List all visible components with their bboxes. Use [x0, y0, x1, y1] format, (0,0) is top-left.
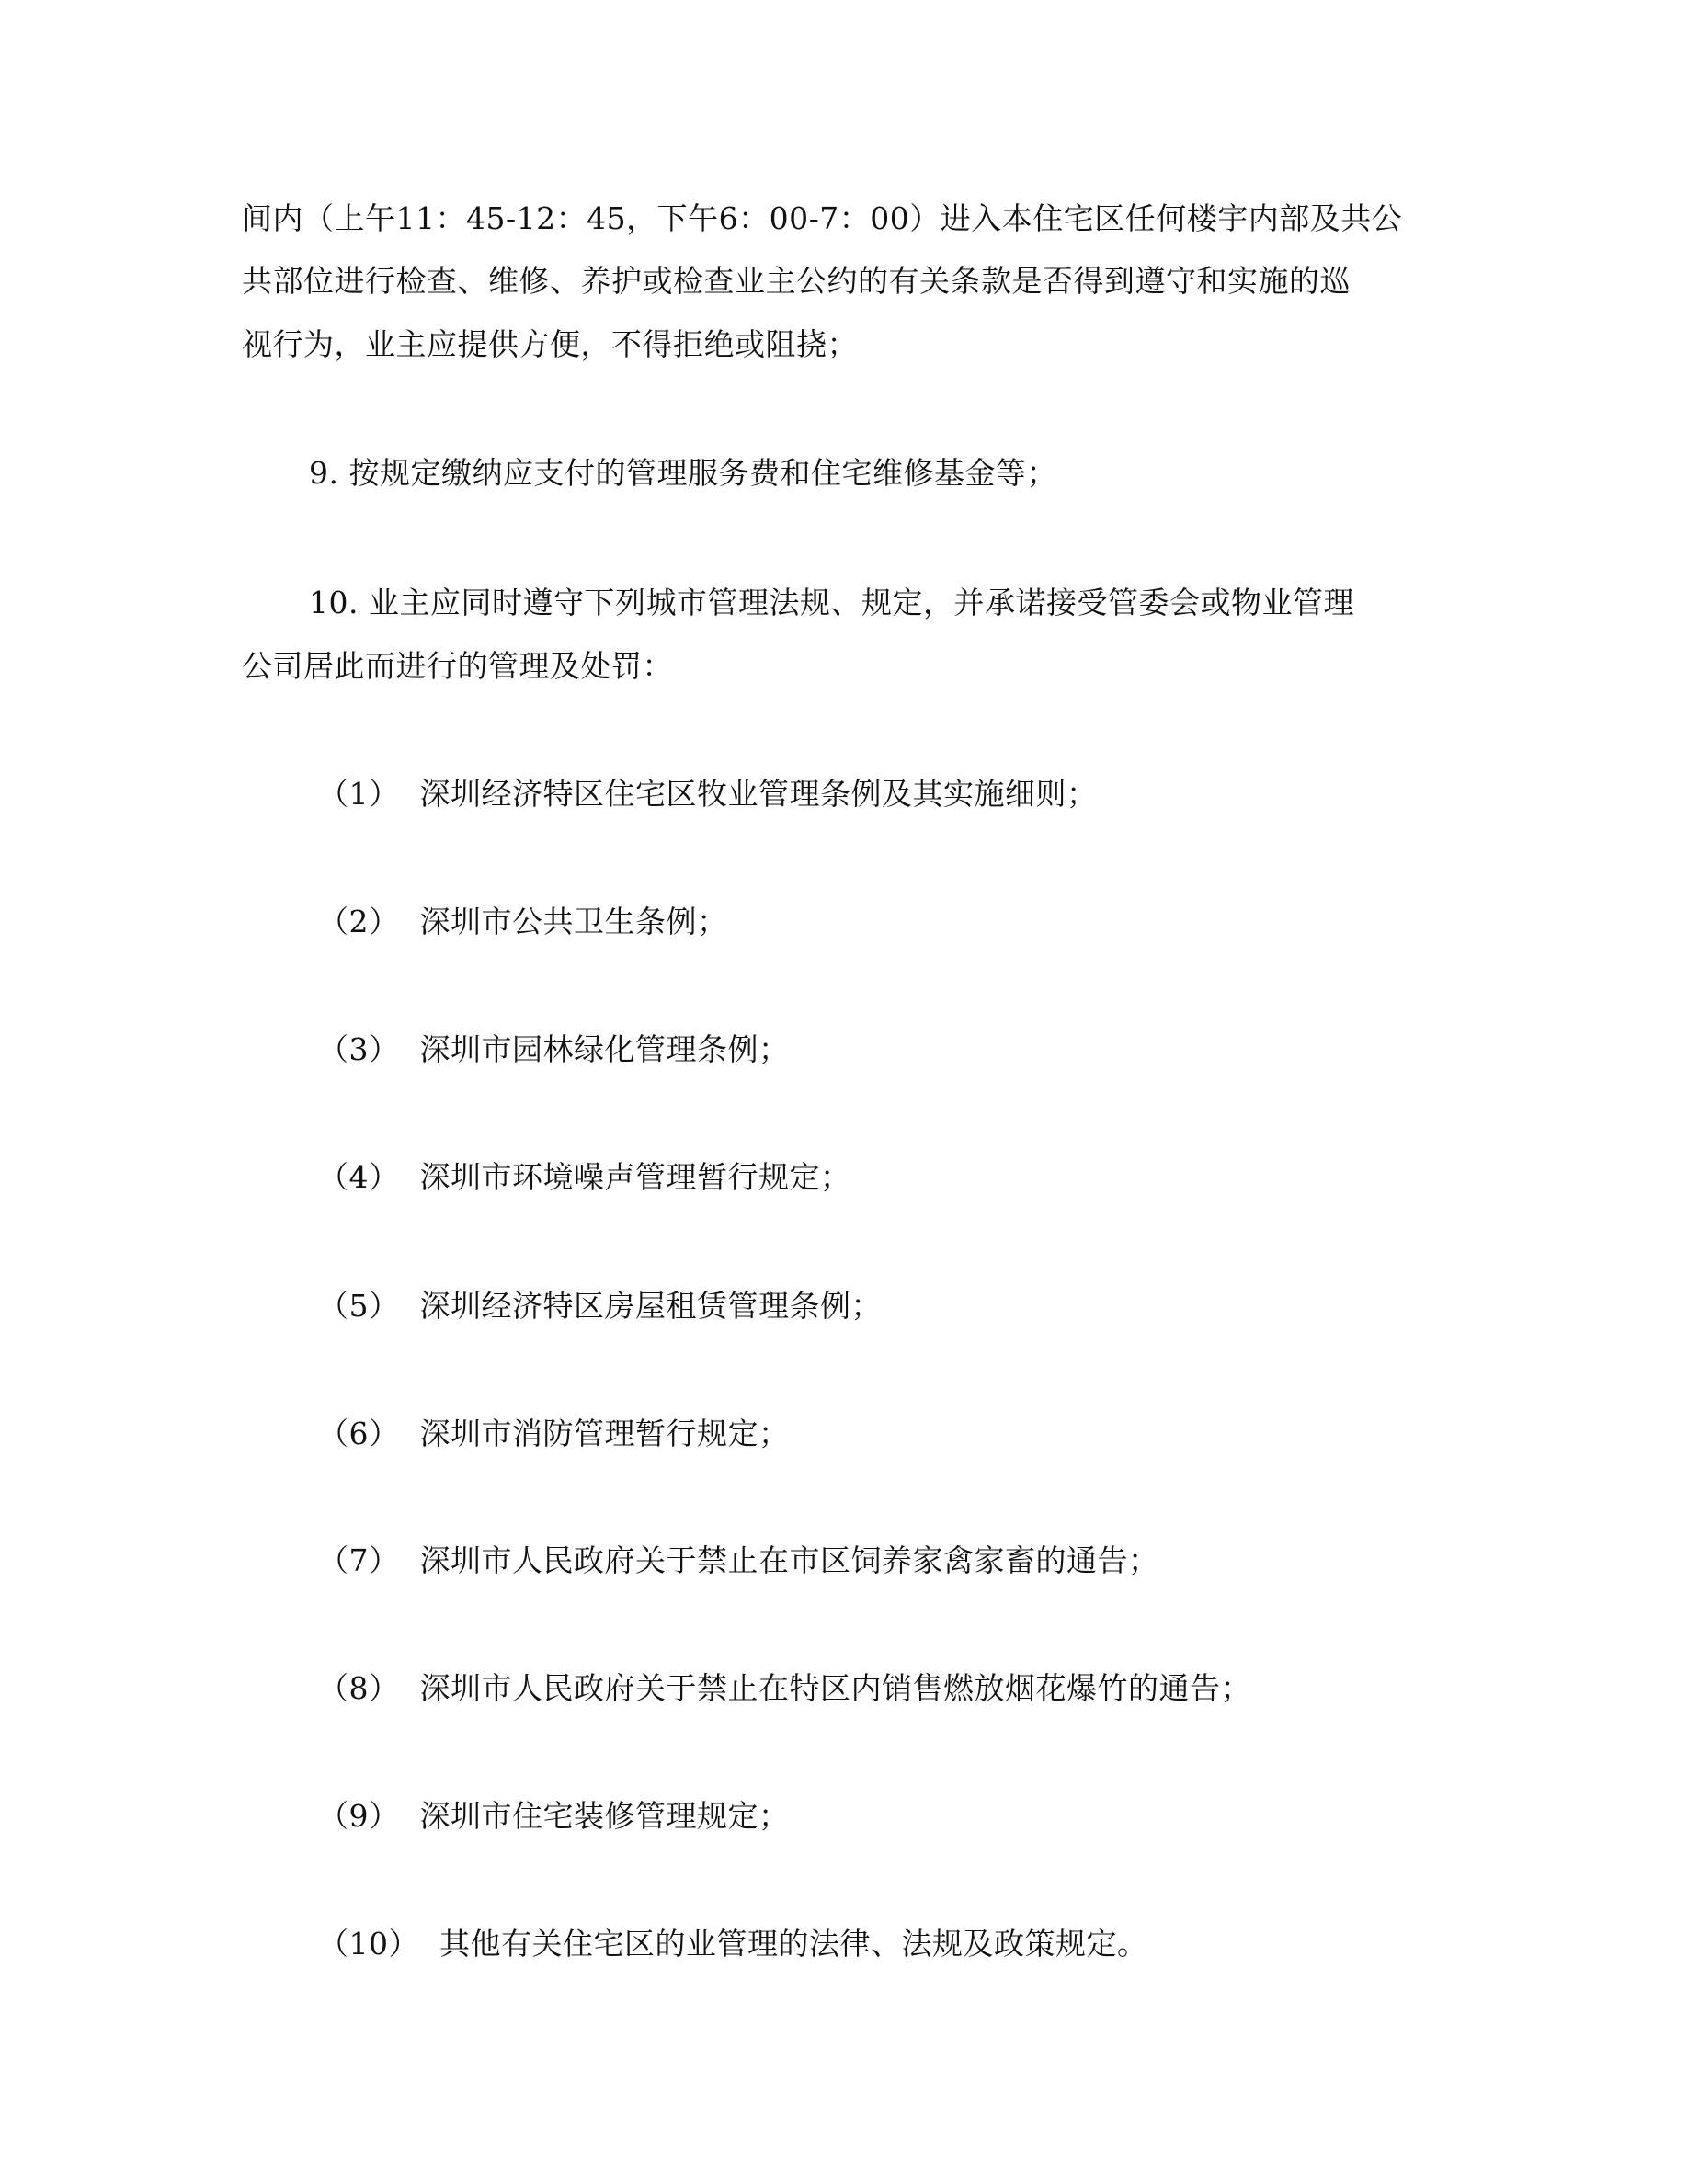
list-item-number: （7） [318, 1542, 400, 1578]
list-item-text: 深圳市人民政府关于禁止在特区内销售燃放烟花爆竹的通告； [419, 1670, 1251, 1706]
list-item [318, 1288, 882, 1325]
list-item [318, 1670, 1251, 1707]
clause-9: 9. 按规定缴纳应支付的管理服务费和住宅维修基金等； [309, 455, 1057, 491]
list-item-text: 深圳市住宅装修管理规定； [419, 1798, 790, 1834]
list-item-text: 其他有关住宅区的业管理的法律、法规及政策规定。 [439, 1926, 1148, 1962]
continuation-line-3: 视行为，业主应提供方便，不得拒绝或阻挠； [242, 326, 858, 362]
list-item [318, 1416, 790, 1452]
list-item-text: 深圳市环境噪声管理暂行规定； [419, 1159, 851, 1195]
clause-10-line-1: 10. 业主应同时遵守下列城市管理法规、规定，并承诺接受管委会或物业管理 [309, 585, 1354, 620]
list-item [318, 1031, 790, 1068]
list-item-text: 深圳市消防管理暂行规定； [419, 1416, 790, 1451]
list-item [318, 904, 728, 940]
list-item [318, 776, 1098, 813]
list-item-number: （8） [318, 1670, 400, 1706]
list-item-text: 深圳市人民政府关于禁止在市区饲养家禽家畜的通告； [419, 1542, 1159, 1578]
list-item-text: 深圳市公共卫生条例； [419, 904, 728, 939]
list-item [318, 1798, 790, 1835]
list-item-number: （9） [318, 1798, 400, 1834]
clause-10-line-2: 公司居此而进行的管理及处罚： [242, 648, 673, 684]
list-item-number: （1） [318, 776, 400, 812]
list-item [318, 1926, 1148, 1962]
list-item-number: （3） [318, 1031, 400, 1067]
list-item-number: （10） [318, 1926, 419, 1962]
list-item-number: （6） [318, 1416, 400, 1451]
list-item-number: （2） [318, 904, 400, 939]
continuation-line-2: 共部位进行检查、维修、养护或检查业主公约的有关条款是否得到遵守和实施的巡 [242, 263, 1351, 299]
list-item [318, 1542, 1159, 1579]
list-item-text: 深圳市园林绿化管理条例； [419, 1031, 790, 1067]
continuation-line-1: 间内（上午11：45-12：45，下午6：00-7：00）进入本住宅区任何楼宇内部及共公 [242, 200, 1403, 236]
list-item-text: 深圳经济特区房屋租赁管理条例； [419, 1288, 882, 1324]
list-item-text: 深圳经济特区住宅区牧业管理条例及其实施细则； [419, 776, 1098, 812]
list-item-number: （4） [318, 1159, 400, 1195]
list-item [318, 1159, 851, 1196]
list-item-number: （5） [318, 1288, 400, 1324]
